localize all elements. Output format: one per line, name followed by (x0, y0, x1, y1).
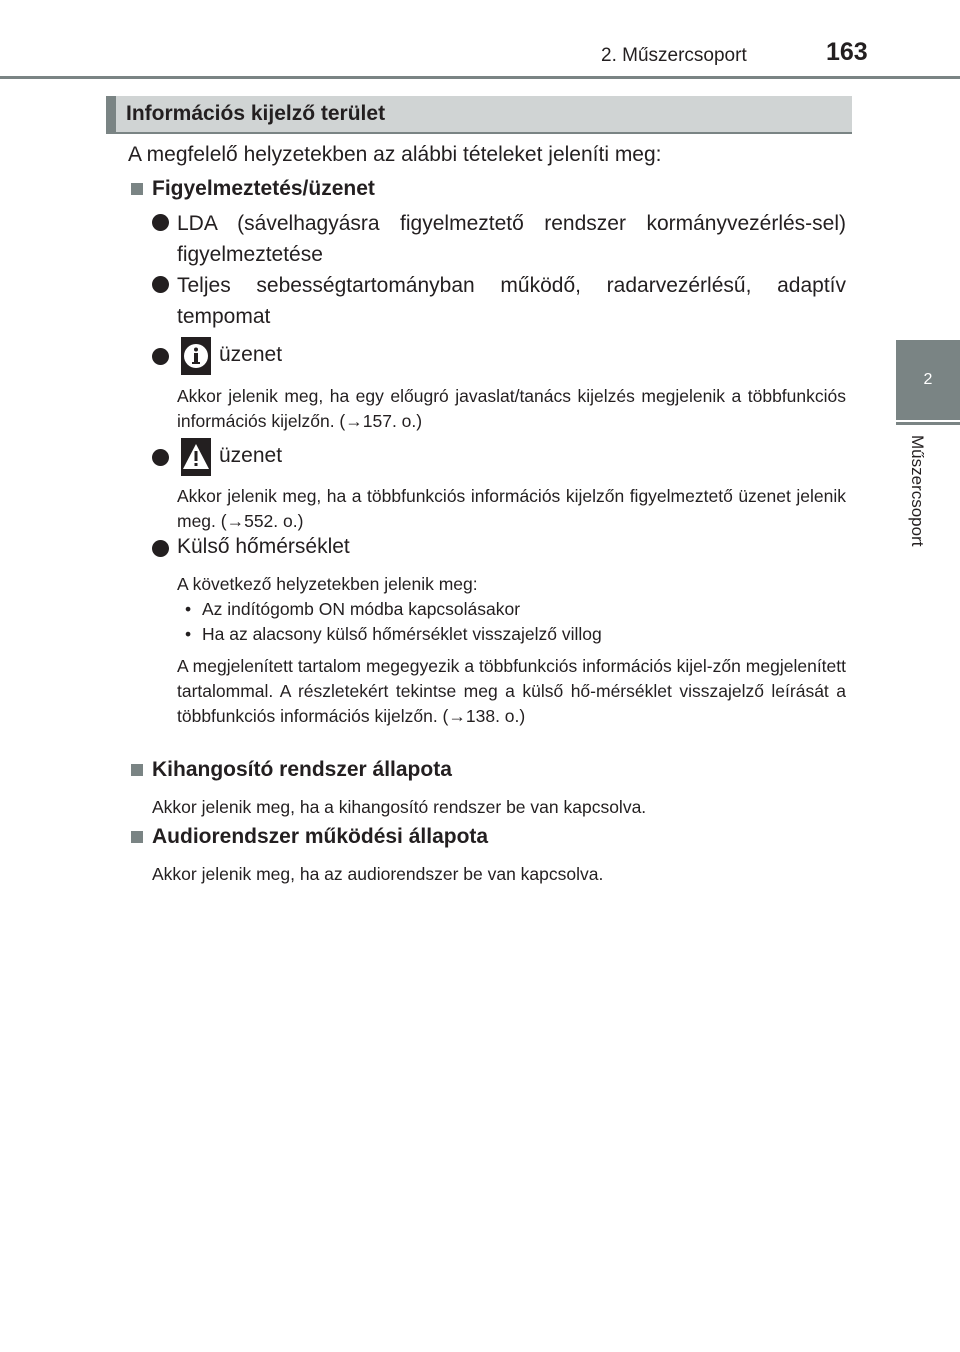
header-divider (0, 76, 960, 79)
heading-warning-message: Figyelmeztetés/üzenet (152, 177, 375, 200)
intro-text: A megfelelő helyzetekben az alábbi tételeket jeleníti meg: (128, 143, 662, 166)
info-message-description: Akkor jelenik meg, ha egy előugró javaslat/tanács kijelzés megjelenik a többfunkciós információs kijelzőn. (→157. o.) (177, 386, 846, 431)
info-message-label: üzenet (219, 343, 283, 366)
warning-message-description: Akkor jelenik meg, ha a többfunkciós információs kijelzőn figyelmeztető üzenet jelenik meg. (→552. o.) (177, 486, 846, 531)
chapter-tab-label: Műszercsoport (908, 435, 927, 547)
chapter-tab-divider (896, 422, 960, 425)
chapter-tab-number: 2 (896, 340, 960, 420)
section-title: Információs kijelző terület (126, 102, 386, 125)
outside-temp-note: A megjelenített tartalom megegyezik a többfunkciós információs kijel-zőn megjelenített tartalommal. A részletekért tekintse meg a külső hő-mérséklet visszajelző leírását a többfunkciós információs kijelzőn. (→138. o.) (177, 656, 846, 726)
page-number: 163 (826, 38, 868, 66)
round-bullet-icon (152, 449, 169, 466)
outside-temp-bullet-1: Az indítógomb ON módba kapcsolásakor (202, 599, 521, 619)
info-icon (181, 337, 211, 375)
round-bullet-icon (152, 348, 169, 365)
warning-message-label: üzenet (219, 444, 283, 467)
round-bullet-icon (152, 540, 169, 557)
heading-audio: Audiorendszer működési állapota (152, 825, 489, 848)
bullet-dot: • (185, 624, 192, 644)
list-item-lda: LDA (sávelhagyásra figyelmeztető rendszer kormányvezérlés-sel) figyelmeztetése (177, 212, 846, 266)
outside-temp-bullet-2: Ha az alacsony külső hőmérséklet visszajelző villog (202, 624, 602, 644)
heading-handsfree: Kihangosító rendszer állapota (152, 758, 452, 781)
running-header-chapter: 2. Műszercsoport (601, 45, 747, 66)
outside-temp-lead: A következő helyzetekben jelenik meg: (177, 574, 478, 594)
handsfree-text: Akkor jelenik meg, ha a kihangosító rendszer be van kapcsolva. (152, 797, 647, 817)
square-bullet-icon (131, 831, 143, 843)
round-bullet-icon (152, 214, 169, 231)
warning-triangle-icon (181, 438, 211, 476)
audio-text: Akkor jelenik meg, ha az audiorendszer be van kapcsolva. (152, 864, 604, 884)
section-title-bar (106, 96, 852, 134)
list-item-acc: Teljes sebességtartományban működő, radarvezérlésű, adaptív tempomat (177, 274, 846, 328)
outside-temp-label: Külső hőmérséklet (177, 535, 350, 558)
square-bullet-icon (131, 764, 143, 776)
square-bullet-icon (131, 183, 143, 195)
bullet-dot: • (185, 599, 192, 619)
section-accent (106, 96, 116, 132)
round-bullet-icon (152, 276, 169, 293)
